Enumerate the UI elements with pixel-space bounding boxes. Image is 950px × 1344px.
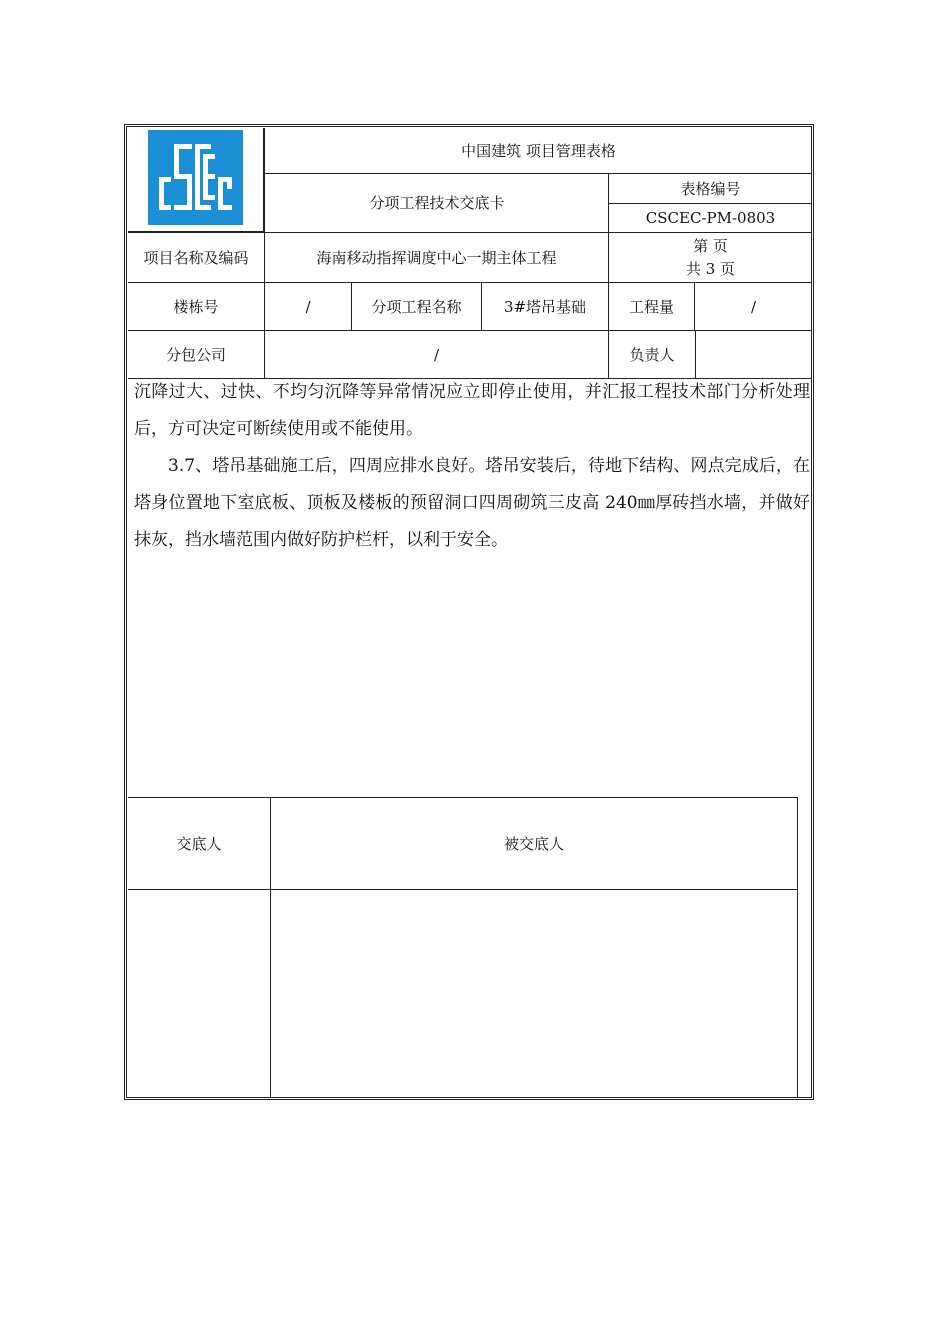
project-name-label: 项目名称及编码 xyxy=(128,232,265,283)
giver-label: 交底人 xyxy=(128,797,271,890)
form-no: CSCEC-PM-0803 xyxy=(608,203,812,233)
org-title: 中国建筑 项目管理表格 xyxy=(264,128,812,174)
project-name-value: 海南移动指挥调度中心一期主体工程 xyxy=(264,232,609,283)
sub-value: / xyxy=(264,330,609,379)
cscec-logo-svg xyxy=(148,130,243,225)
giver-signature-area xyxy=(128,889,271,1098)
form-no-label: 表格编号 xyxy=(608,173,812,204)
paragraph-1: 沉降过大、过快、不均匀沉降等异常情况应立即停止使用，并汇报工程技术部门分析处理后，方可决定可断续使用或不能使用。 xyxy=(134,382,810,439)
disclosure-content xyxy=(134,374,810,559)
item-value: 3#塔吊基础 xyxy=(481,282,609,331)
sub-label: 分包公司 xyxy=(128,330,265,379)
person-label: 负责人 xyxy=(608,330,696,379)
receiver-label: 被交底人 xyxy=(270,797,798,890)
quantity-label: 工程量 xyxy=(608,282,695,331)
building-value: / xyxy=(264,282,352,331)
form-title: 分项工程技术交底卡 xyxy=(264,173,609,233)
item-label: 分项工程名称 xyxy=(351,282,482,331)
paragraph-2: 3.7、塔吊基础施工后，四周应排水良好。塔吊安装后，待地下结构、网点完成后，在塔身位置地下室底板、顶板及楼板的预留洞口四周砌筑三皮高 240㎜厚砖挡水墙，并做好抹灰，挡水墙范围内做好防护栏杆，以利于安全。 xyxy=(134,456,810,550)
page-label: 第 页 xyxy=(693,237,728,255)
building-label: 楼栋号 xyxy=(128,282,265,331)
page-total: 共 3 页 xyxy=(685,259,736,278)
cscec-logo-icon xyxy=(148,130,243,225)
quantity-value: / xyxy=(694,282,812,331)
receiver-signature-area xyxy=(270,889,798,1098)
page-info xyxy=(608,232,812,283)
person-value xyxy=(695,330,812,379)
